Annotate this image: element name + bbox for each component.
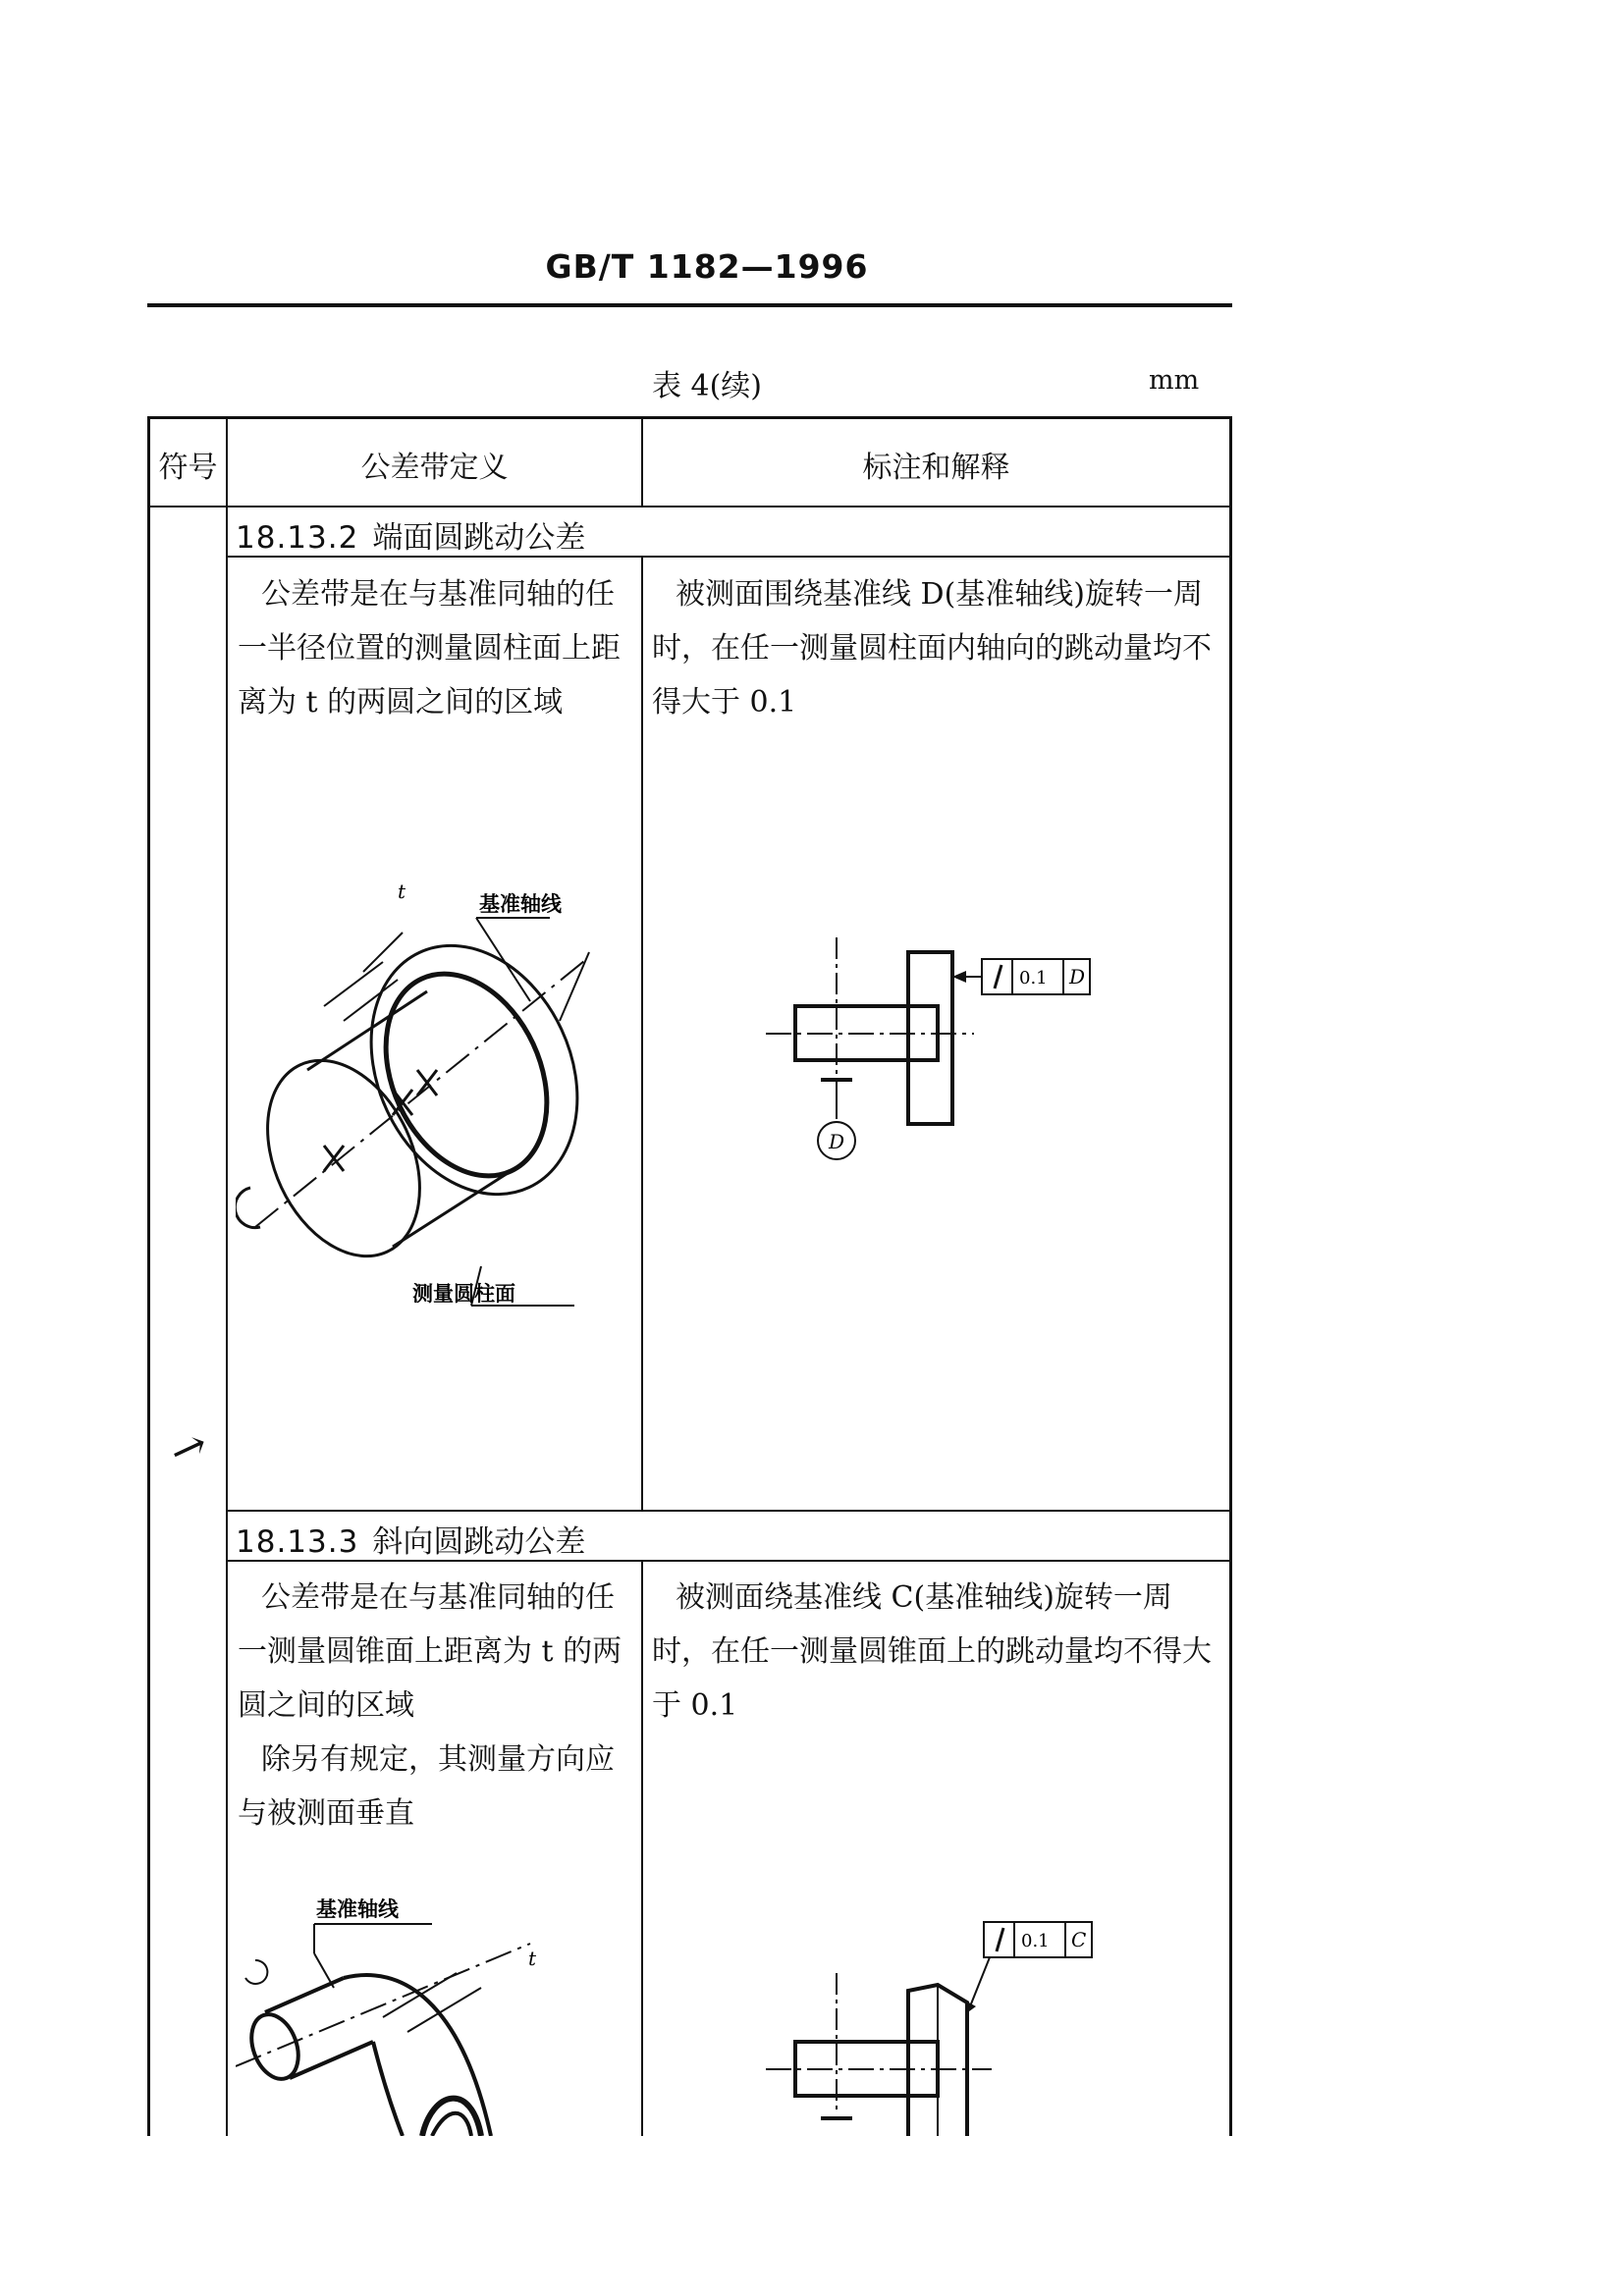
table-unit: mm (1149, 365, 1200, 396)
circular-runout-drawing (766, 1904, 1119, 2136)
tolerance-value: 0.1 (1019, 968, 1048, 988)
frame-datum-c: C (1071, 1928, 1087, 1951)
tolerance-zone-definition: 公差带是在与基准同轴的任一半径位置的测量圆柱面上距离为 t 的两圆之间的区域 (238, 577, 621, 720)
t-dimension-label-2: t (528, 1947, 537, 1970)
col-header-symbol: 符号 (158, 451, 218, 485)
table-caption: 表 4(续) (651, 369, 763, 403)
tolerance-frame-d (982, 959, 1090, 994)
col-header-explanation: 标注和解释 (862, 451, 1010, 485)
frame-datum-d: D (1069, 965, 1086, 988)
end-face-runout-drawing (766, 923, 1119, 1178)
runout-symbol-mark: ↗ (163, 1418, 215, 1478)
measuring-cylinder-label: 测量圆柱面 (412, 1282, 515, 1306)
datum-axis-label-2: 基准轴线 (316, 1897, 399, 1921)
annotation-explanation: 被测面围绕基准线 D(基准轴线)旋转一周时，在任一测量圆柱面内轴向的跳动量均不得大于 0.1 (652, 577, 1212, 720)
t-dimension-label: t (398, 880, 406, 903)
datum-axis-label: 基准轴线 (479, 892, 562, 916)
datum-d-label: D (829, 1130, 845, 1153)
header-rule (147, 303, 1232, 307)
end-face-runout-zone-figure (236, 864, 638, 1335)
section-heading-18-13-2: 18.13.2 端面圆跳动公差 (236, 520, 586, 556)
col-header-definition: 公差带定义 (360, 451, 509, 485)
standard-number: GB/T 1182—1996 (545, 247, 869, 286)
tolerance-zone-definition-2: 公差带是在与基准同轴的任一测量圆锥面上距离为 t 的两圆之间的区域 除另有规定，其测量方向应与被测面垂直 (238, 1580, 622, 1831)
annotation-explanation-2: 被测面绕基准线 C(基准轴线)旋转一周时，在任一测量圆锥面上的跳动量均不得大于 0.1 (652, 1580, 1212, 1723)
section-heading-18-13-3: 18.13.3 斜向圆跳动公差 (236, 1524, 586, 1560)
tolerance-frame-c (984, 1922, 1092, 1957)
tolerance-value-2: 0.1 (1021, 1931, 1050, 1951)
circular-runout-zone-figure (236, 1895, 638, 2136)
